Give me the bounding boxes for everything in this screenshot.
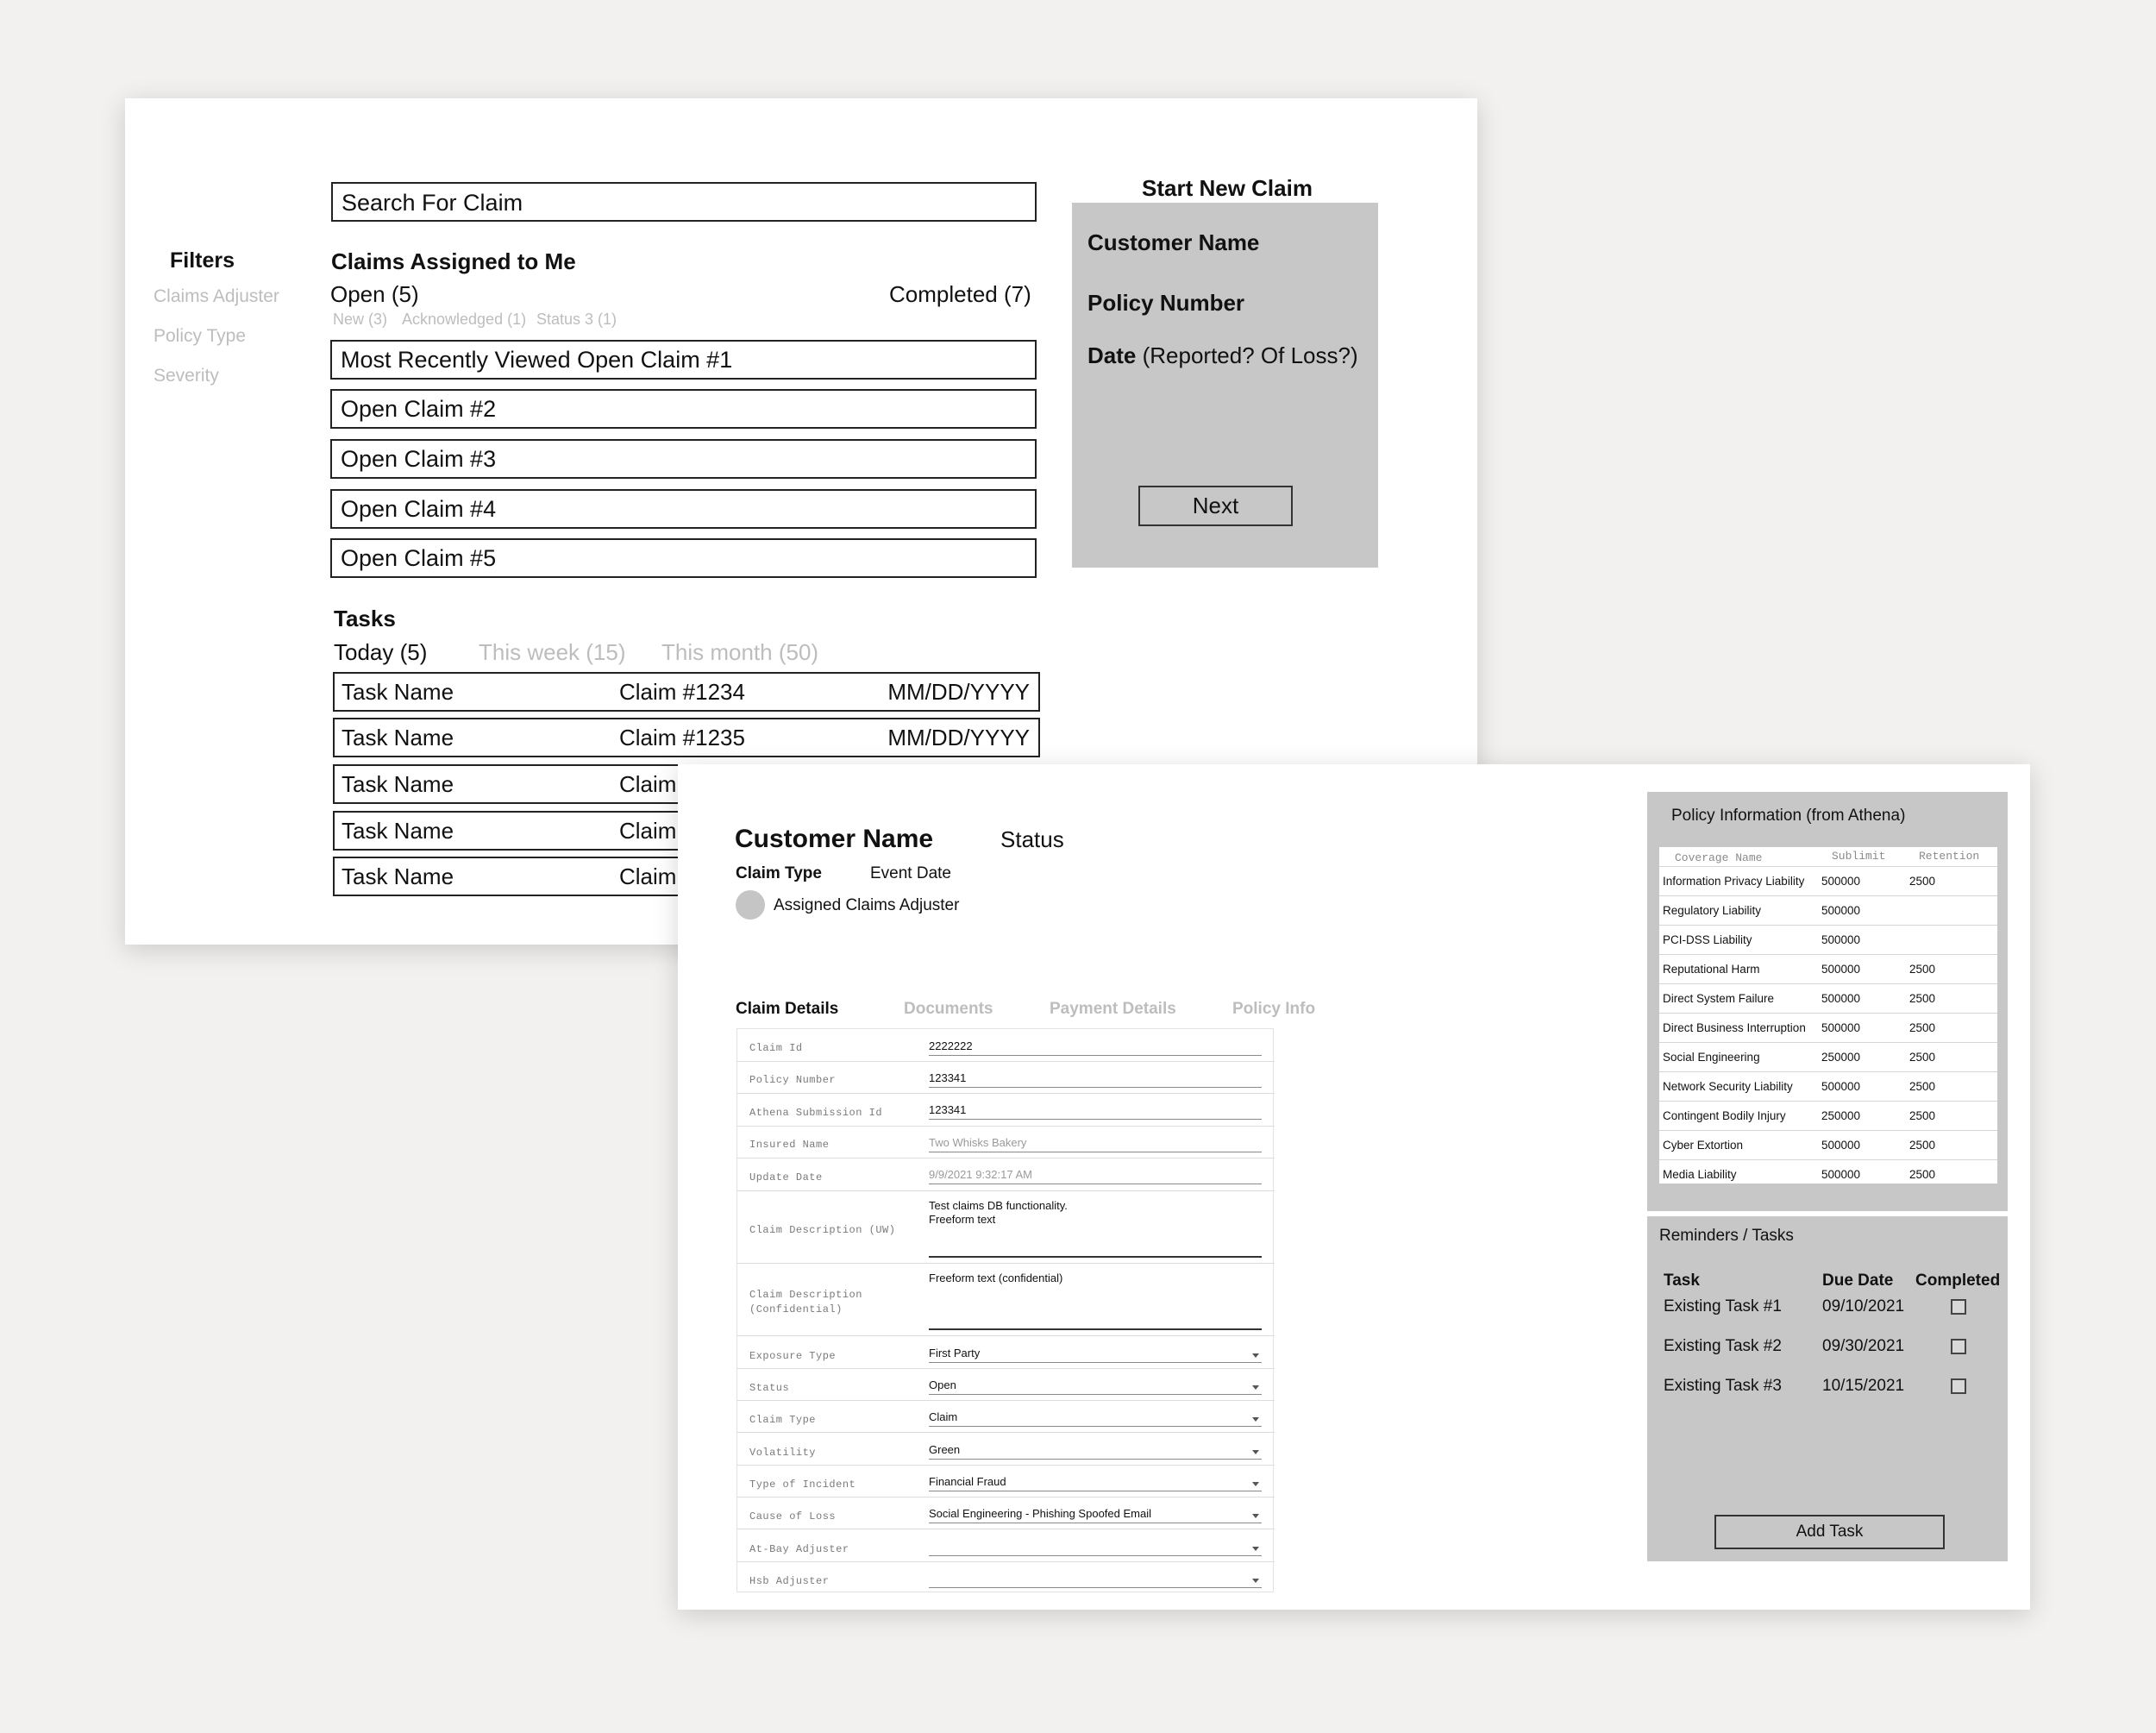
field-label: At-Bay Adjuster bbox=[749, 1543, 849, 1555]
field-label: Volatility bbox=[749, 1447, 817, 1459]
next-button-label: Next bbox=[1192, 493, 1239, 518]
reminder-task: Existing Task #3 bbox=[1664, 1377, 1782, 1395]
reminders-panel bbox=[1647, 1216, 2008, 1561]
claim-list-item[interactable] bbox=[330, 340, 1037, 380]
policy-info-panel bbox=[1647, 792, 2008, 1211]
claim-details-form bbox=[736, 1028, 1274, 1592]
customer-name-heading: Customer Name bbox=[735, 825, 934, 853]
coverage-row: Media Liability 500000 2500 bbox=[1663, 1168, 1936, 1181]
claim-item-label: Open Claim #4 bbox=[341, 496, 497, 522]
policy-info-title: Policy Information (from Athena) bbox=[1671, 807, 1906, 825]
tasks-title: Tasks bbox=[334, 606, 396, 631]
date-field[interactable] bbox=[1087, 342, 1358, 369]
claim-type-label: Claim Type bbox=[736, 864, 822, 882]
search-placeholder: Search For Claim bbox=[342, 190, 523, 216]
chevron-down-icon[interactable] bbox=[1252, 1482, 1259, 1486]
field-label: Hsb Adjuster bbox=[749, 1575, 830, 1587]
completed-checkbox[interactable] bbox=[1951, 1299, 1966, 1315]
type-of-incident-select[interactable]: Financial Fraud bbox=[929, 1475, 1006, 1488]
chevron-down-icon[interactable] bbox=[1252, 1547, 1259, 1551]
field-label: Exposure Type bbox=[749, 1350, 837, 1362]
tab-tasks-today[interactable]: Today (5) bbox=[334, 639, 428, 665]
task-date: MM/DD/YYYY bbox=[887, 679, 1030, 705]
field-label: Insured Name bbox=[749, 1139, 830, 1151]
field-underline bbox=[929, 1055, 1262, 1056]
customer-name-field[interactable]: Customer Name bbox=[1087, 229, 1260, 255]
field-label: Claim Id bbox=[749, 1042, 803, 1054]
field-label: Policy Number bbox=[749, 1074, 837, 1086]
field-label: Claim Description (UW) bbox=[749, 1224, 896, 1236]
policy-number-value[interactable]: 123341 bbox=[929, 1071, 967, 1084]
task-claim: Claim #1234 bbox=[619, 679, 745, 705]
avatar bbox=[736, 890, 765, 920]
chevron-down-icon[interactable] bbox=[1252, 1353, 1259, 1358]
field-label: Claim Description bbox=[749, 1289, 862, 1301]
insured-name-value[interactable]: Two Whisks Bakery bbox=[929, 1136, 1027, 1149]
coverage-table bbox=[1659, 847, 1997, 1184]
claim-description-confidential-value[interactable]: Freeform text (confidential) bbox=[929, 1271, 1063, 1284]
tab-tasks-month[interactable]: This month (50) bbox=[661, 639, 819, 665]
status-filter-status3[interactable]: Status 3 (1) bbox=[536, 311, 617, 328]
claim-item-label: Open Claim #2 bbox=[341, 396, 497, 422]
volatility-select[interactable]: Green bbox=[929, 1443, 961, 1456]
coverage-row: Reputational Harm 500000 2500 bbox=[1659, 954, 1997, 984]
claims-section-title: Claims Assigned to Me bbox=[331, 248, 576, 274]
coverage-row: Network Security Liability 500000 2500 bbox=[1659, 1071, 1997, 1102]
claim-id-value[interactable]: 2222222 bbox=[929, 1039, 973, 1052]
add-task-label: Add Task bbox=[1796, 1523, 1864, 1541]
claim-list-item[interactable] bbox=[330, 389, 1037, 429]
reminder-due-date: 09/30/2021 bbox=[1822, 1337, 1905, 1355]
claim-item-label: Open Claim #5 bbox=[341, 545, 497, 571]
status-filter-new[interactable]: New (3) bbox=[333, 311, 388, 328]
tab-completed-claims[interactable]: Completed (7) bbox=[889, 281, 1031, 307]
claim-detail-window bbox=[678, 764, 2030, 1610]
chevron-down-icon[interactable] bbox=[1252, 1514, 1259, 1518]
claim-type-select[interactable]: Claim bbox=[929, 1410, 958, 1423]
filter-policy-type[interactable]: Policy Type bbox=[154, 326, 246, 346]
col-coverage-name: Coverage Name bbox=[1675, 851, 1763, 864]
reminders-title: Reminders / Tasks bbox=[1659, 1227, 1794, 1245]
new-claim-panel bbox=[1072, 203, 1378, 568]
claim-list-item[interactable] bbox=[330, 439, 1037, 479]
filters-title: Filters bbox=[170, 248, 235, 273]
task-claim: Claim #1235 bbox=[619, 725, 745, 750]
chevron-down-icon[interactable] bbox=[1252, 1450, 1259, 1454]
field-underline bbox=[929, 1328, 1262, 1330]
col-completed: Completed bbox=[1915, 1271, 2001, 1290]
field-label: Type of Incident bbox=[749, 1479, 856, 1491]
cause-of-loss-select[interactable]: Social Engineering - Phishing Spoofed Email bbox=[929, 1507, 1151, 1520]
tab-policy-info[interactable]: Policy Info bbox=[1232, 1000, 1316, 1018]
col-retention: Retention bbox=[1919, 850, 1980, 863]
reminder-task: Existing Task #2 bbox=[1664, 1337, 1782, 1355]
field-underline bbox=[929, 1119, 1262, 1120]
coverage-header bbox=[1659, 847, 1997, 867]
add-task-button[interactable] bbox=[1714, 1515, 1945, 1549]
task-name: Task Name bbox=[342, 679, 454, 705]
field-label: Cause of Loss bbox=[749, 1510, 837, 1523]
filter-claims-adjuster[interactable]: Claims Adjuster bbox=[154, 286, 279, 306]
status-select[interactable]: Open bbox=[929, 1378, 956, 1391]
tab-claim-details[interactable]: Claim Details bbox=[736, 1000, 839, 1018]
tab-payment-details[interactable]: Payment Details bbox=[1050, 1000, 1176, 1018]
chevron-down-icon[interactable] bbox=[1252, 1417, 1259, 1422]
col-due-date: Due Date bbox=[1822, 1271, 1894, 1290]
coverage-row: Regulatory Liability 500000 bbox=[1659, 895, 1997, 926]
field-label: Status bbox=[749, 1382, 790, 1394]
coverage-row: Contingent Bodily Injury 250000 2500 bbox=[1659, 1101, 1997, 1131]
reminder-task: Existing Task #1 bbox=[1664, 1297, 1782, 1315]
coverage-row: Direct System Failure 500000 2500 bbox=[1659, 983, 1997, 1014]
exposure-type-select[interactable]: First Party bbox=[929, 1347, 981, 1359]
field-label: Claim Type bbox=[749, 1414, 817, 1426]
start-new-claim-title: Start New Claim bbox=[1142, 175, 1313, 201]
chevron-down-icon[interactable] bbox=[1252, 1579, 1259, 1583]
task-date: MM/DD/YYYY bbox=[887, 725, 1030, 750]
task-name: Task Name bbox=[342, 771, 454, 797]
col-sublimit: Sublimit bbox=[1832, 850, 1886, 863]
task-row[interactable] bbox=[333, 672, 1040, 712]
claim-status: Status bbox=[1000, 826, 1064, 852]
coverage-row: Information Privacy Liability 500000 2500 bbox=[1659, 866, 1997, 896]
field-label: Update Date bbox=[749, 1171, 823, 1184]
tab-documents[interactable]: Documents bbox=[904, 1000, 993, 1018]
claim-item-label: Open Claim #3 bbox=[341, 446, 497, 472]
filter-severity[interactable]: Severity bbox=[154, 366, 219, 386]
field-label-line2: (Confidential) bbox=[749, 1303, 843, 1315]
task-claim: Claim bbox=[619, 771, 677, 797]
status-filter-acknowledged[interactable]: Acknowledged (1) bbox=[402, 311, 527, 328]
completed-checkbox[interactable] bbox=[1951, 1339, 1966, 1354]
task-name: Task Name bbox=[342, 818, 454, 844]
coverage-row: Cyber Extortion 500000 2500 bbox=[1659, 1130, 1997, 1160]
task-name: Task Name bbox=[342, 863, 454, 889]
tab-open-claims[interactable]: Open (5) bbox=[330, 281, 419, 307]
task-row[interactable] bbox=[333, 718, 1040, 757]
task-claim: Claim bbox=[619, 863, 677, 889]
search-input[interactable] bbox=[331, 182, 1037, 222]
completed-checkbox[interactable] bbox=[1951, 1378, 1966, 1394]
coverage-row: Social Engineering 250000 2500 bbox=[1659, 1042, 1997, 1072]
claim-list-item[interactable] bbox=[330, 489, 1037, 529]
next-button[interactable] bbox=[1138, 486, 1293, 526]
tab-tasks-week[interactable]: This week (15) bbox=[479, 639, 626, 665]
date-label: Date bbox=[1087, 342, 1137, 368]
field-underline bbox=[929, 1087, 1262, 1088]
assigned-adjuster: Assigned Claims Adjuster bbox=[774, 896, 960, 914]
event-date-label: Event Date bbox=[870, 864, 951, 882]
col-task: Task bbox=[1664, 1271, 1700, 1290]
field-label: Athena Submission Id bbox=[749, 1107, 883, 1119]
date-hint: (Reported? Of Loss?) bbox=[1142, 342, 1358, 368]
task-name: Task Name bbox=[342, 725, 454, 750]
athena-submission-value[interactable]: 123341 bbox=[929, 1103, 967, 1116]
chevron-down-icon[interactable] bbox=[1252, 1385, 1259, 1390]
reminder-due-date: 10/15/2021 bbox=[1822, 1377, 1905, 1395]
task-claim: Claim bbox=[619, 818, 677, 844]
coverage-row: Direct Business Interruption 500000 2500 bbox=[1659, 1013, 1997, 1043]
claim-list-item[interactable] bbox=[330, 538, 1037, 578]
claim-description-uw-value-line2: Freeform text bbox=[929, 1213, 996, 1226]
claim-item-label: Most Recently Viewed Open Claim #1 bbox=[341, 347, 733, 373]
update-date-value[interactable]: 9/9/2021 9:32:17 AM bbox=[929, 1168, 1032, 1181]
claim-description-uw-value[interactable]: Test claims DB functionality. bbox=[929, 1199, 1068, 1212]
reminder-due-date: 09/10/2021 bbox=[1822, 1297, 1905, 1315]
field-underline bbox=[929, 1256, 1262, 1258]
policy-number-field[interactable]: Policy Number bbox=[1087, 290, 1245, 316]
coverage-row: PCI-DSS Liability 500000 bbox=[1659, 925, 1997, 955]
